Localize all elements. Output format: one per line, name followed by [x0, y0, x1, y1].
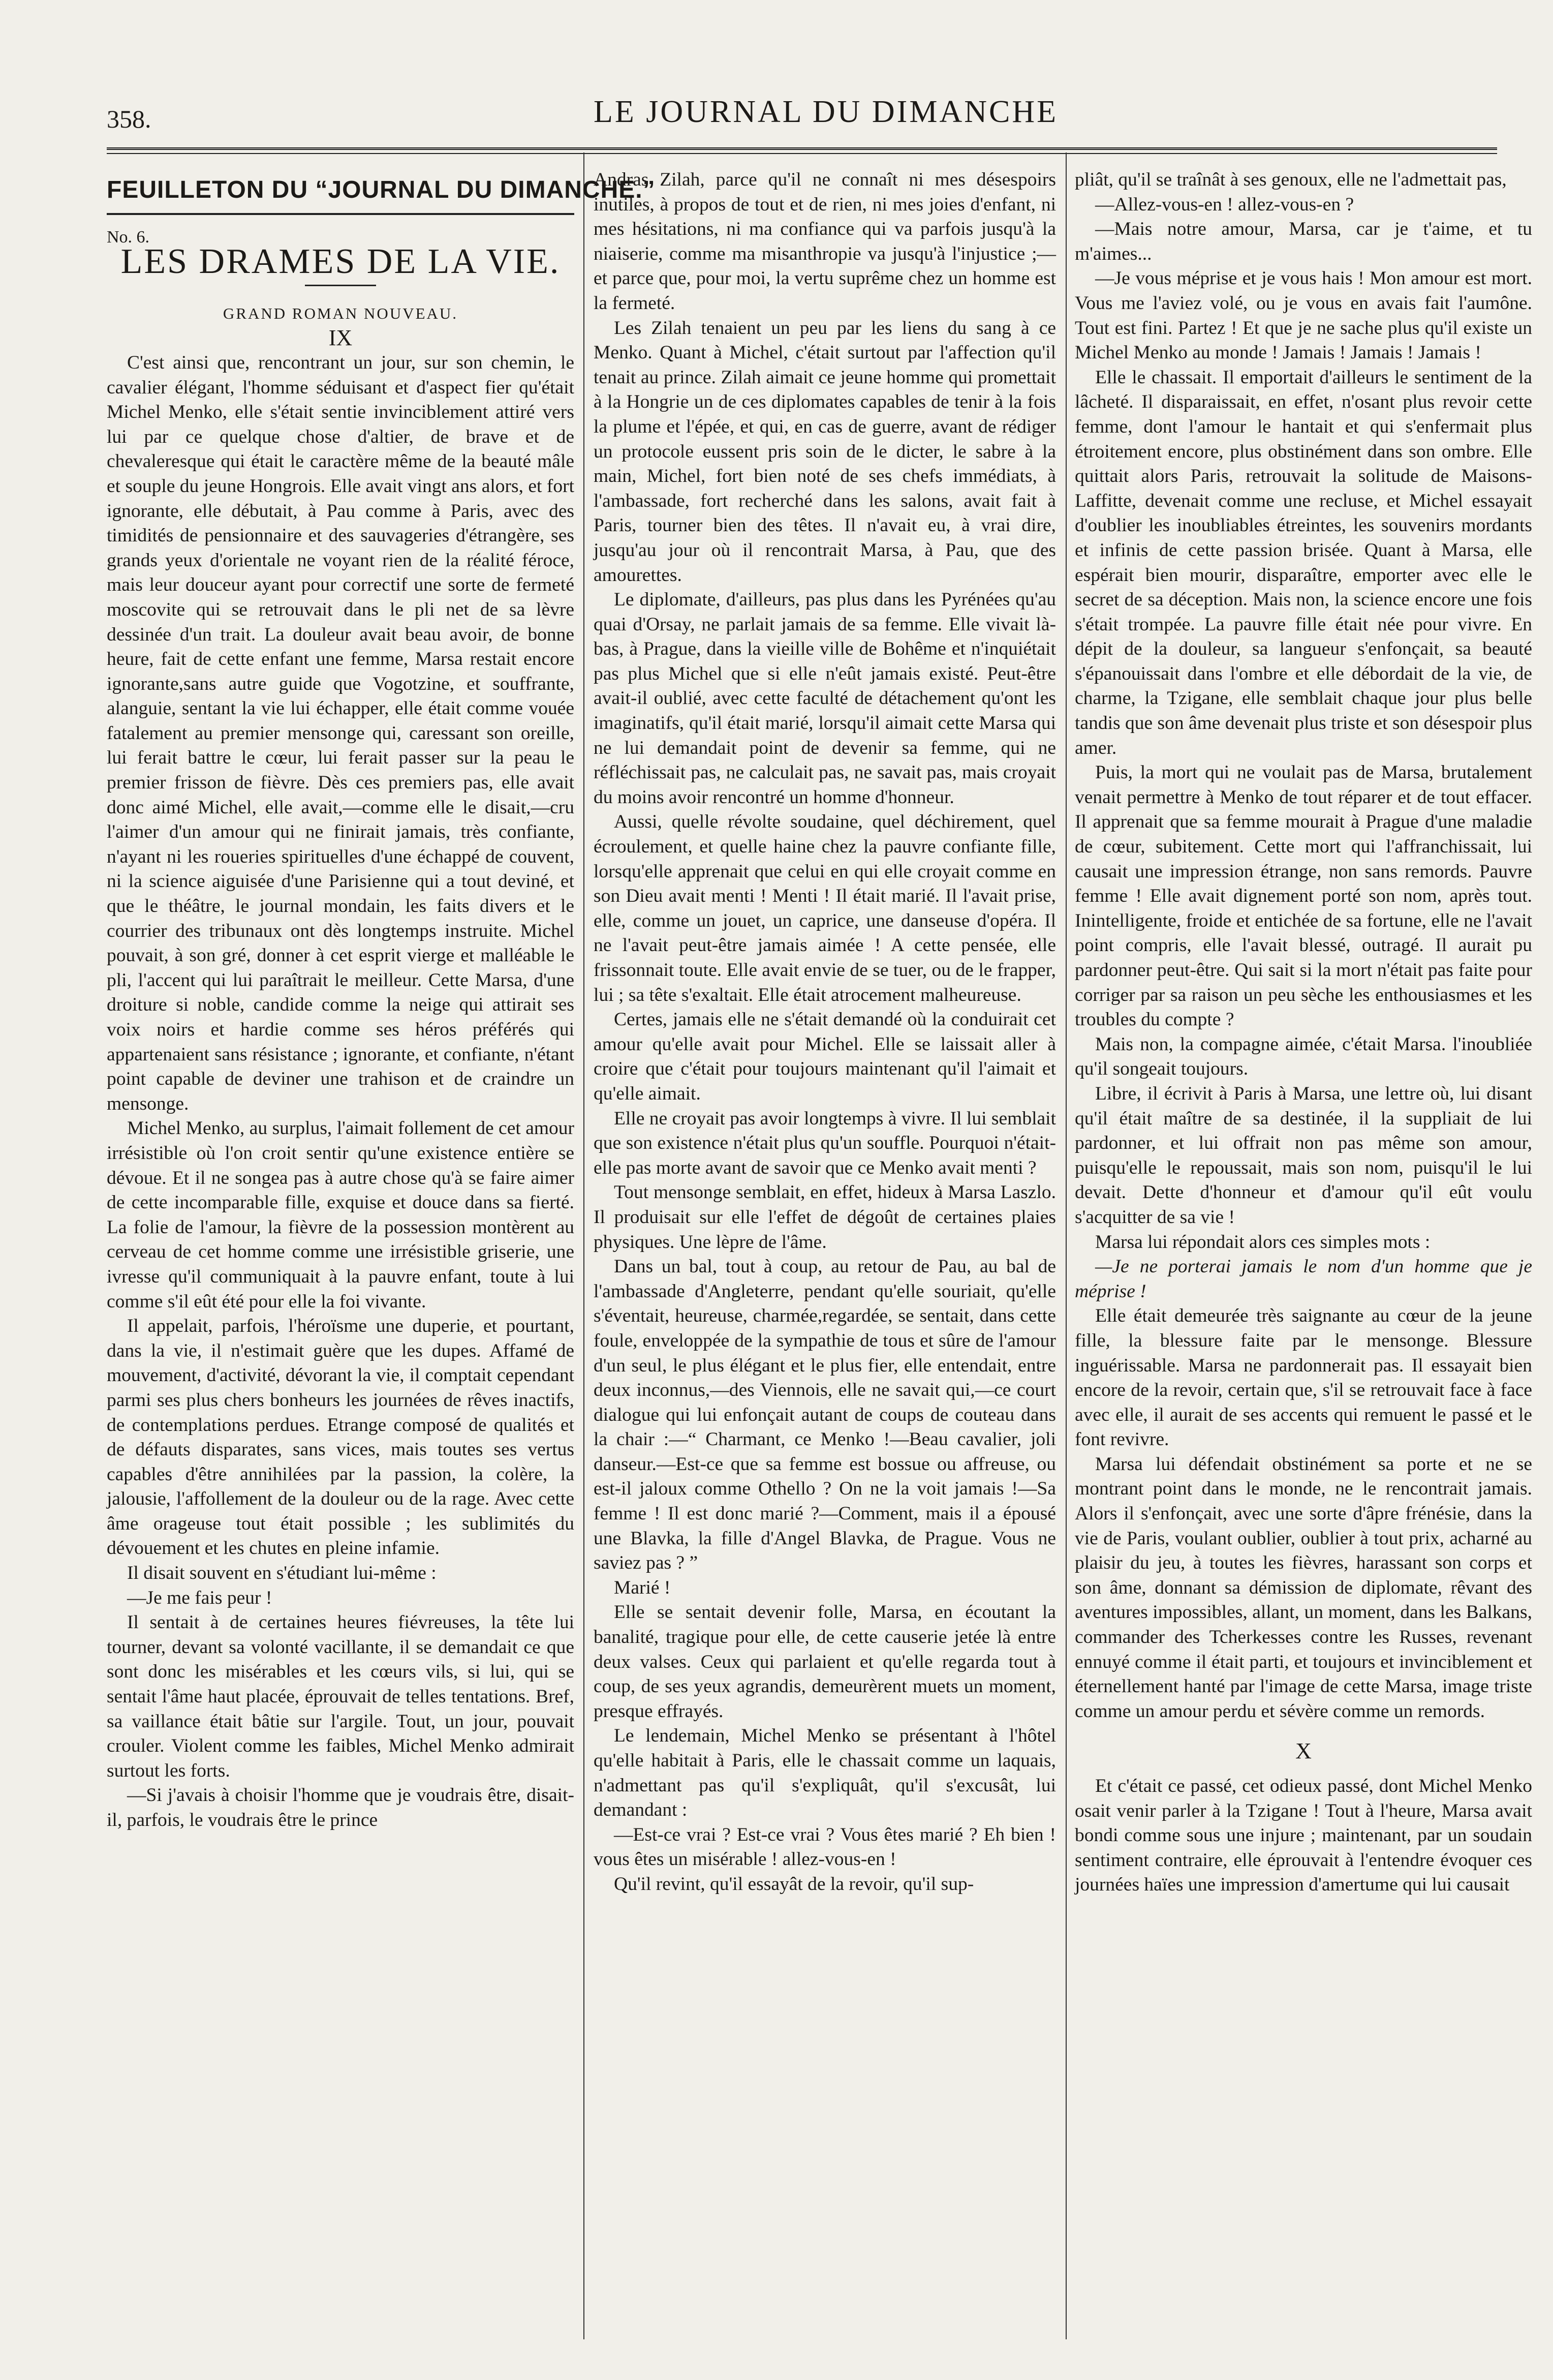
paragraph: pliât, qu'il se traînât à ses genoux, elle ne l'admettait pas, [1075, 169, 1507, 190]
paragraph: Et c'était ce passé, cet odieux passé, dont Michel Menko osait venir parler à la Tzigane ! Tout à l'heure, Marsa avait bondi comme sous une injure ; maintenant, par un soudain sentiment contraire, elle éprouvait à l'entendre évoquer ces journées haïes une impression d'amertume qui lui causait [1075, 1776, 1532, 1896]
paragraph: Marsa lui défendait obstinément sa porte et ne se montrant point dans le monde, ne le rencontrait jamais. Alors il s'enfonçait, avec une sorte d'âpre frénésie, dans la vie de Paris, voulant oublier, oublier à tout prix, acharné au plaisir du jeu, à toutes les fièvres, harassant son corps et son âme, donnant sa démission de diplomate, rêvant des aventures impossibles, allant, un moment, dans les Balkans, commander des Tcherkesses contre les Russes, revenant ennuyé comme il était parti, et toujours et invinciblement et éternellement hanté par l'image de cette Marsa, image triste comme un amour perdu et sévère comme un remords. [1075, 1453, 1532, 1722]
paragraph: Andras Zilah, parce qu'il ne connaît ni mes désespoirs inutiles, à propos de tout et de rien, ni mes joies d'enfant, ni mes hésitations, ni ma confiance qui va parfois jusqu'à la niaiserie, comme ma misanthropie va jusqu'à l'injustice ;—et parce que, pour moi, la vertu suprême chez un homme est la fermeté. [594, 169, 1056, 314]
column-3 [1075, 168, 1532, 2339]
paragraph: —Je vous méprise et je vous hais ! Mon amour est mort. Vous me l'aviez volé, ou je vous en avais fait l'aumône. Tout est fini. Partez ! Et que je ne sache plus qu'il existe un Michel Menko au monde ! Jamais ! Jamais ! Jamais ! [1075, 268, 1532, 363]
column-divider [583, 152, 584, 2339]
column-2 [594, 168, 1056, 2339]
paragraph: Le lendemain, Michel Menko se présentant à l'hôtel qu'elle habitait à Paris, elle le chassait comme un laquais, n'admettant pas qu'il s'expliquât, qu'il s'excusât, lui demandant : [594, 1725, 1056, 1821]
chapter-heading: X [1295, 1738, 1312, 1764]
title-divider [305, 285, 376, 286]
novel-subtitle: GRAND ROMAN NOUVEAU. [223, 304, 458, 322]
paragraph: Libre, il écrivit à Paris à Marsa, une lettre où, lui disant qu'il était maître de sa destinée, il la suppliait de lui pardonner, et lui offrait non pas même son amour, puisqu'elle le repoussait, mais son nom, puisqu'il le lui devait. Dette d'honneur et d'amour qu'il eût voulu s'acquitter de sa vie ! [1075, 1083, 1532, 1228]
paragraph: Marié ! [614, 1577, 671, 1598]
page-number: 358. [107, 105, 151, 133]
paragraph: —Je me fais peur ! [127, 1587, 272, 1608]
paragraph: Elle se sentait devenir folle, Marsa, en écoutant la banalité, tragique pour elle, de cette causerie jetée là entre deux valses. Ceux qui parlaient et qu'elle regarda tout à coup, de ses yeux agrandis, demeurèrent muets un moment, presque effrayés. [594, 1602, 1056, 1722]
masthead: LE JOURNAL DU DIMANCHE [593, 95, 1059, 129]
paragraph: —Si j'avais à choisir l'homme que je voudrais être, disait-il, parfois, le voudrais être le prince [107, 1785, 574, 1830]
paragraph: Elle était demeurée très saignante au cœur de la jeune fille, la blessure faite par le mensonge. Blessure inguérissable. Marsa ne pardonnerait pas. Il essayait bien encore de la revoir, certain que, s'il se retrouvait face à face avec elle, il aurait de ses accents qui remuent le passé et le font revivre. [1075, 1305, 1532, 1450]
paragraph: Qu'il revint, qu'il essayât de la revoir, qu'il sup- [614, 1873, 974, 1895]
paragraph: Elle ne croyait pas avoir longtemps à vivre. Il lui semblait que son existence n'était plus qu'un souffle. Pourquoi n'était-elle pas morte avant de savoir que ce Menko avait menti ? [594, 1108, 1056, 1178]
paragraph: Marsa lui répondait alors ces simples mots : [1095, 1231, 1431, 1253]
paragraph: C'est ainsi que, rencontrant un jour, sur son chemin, le cavalier élégant, l'homme séduisant et d'aspect fier qu'était Michel Menko, elle s'était sentie invinciblement attiré vers lui par ce quelque chose d'altier, de brave et de chevaleresque qui était le caractère même de la beauté mâle et souple du jeune Hongrois. Elle avait vingt ans alors, et fort ignorante, elle débutait, à Pau comme à Paris, avec des timidités de pensionnaire et des sauvageries d'étrangère, ses grands yeux d'orientale ne voyant rien de la réalité féroce, mais leur douceur ayant pour correctif une sorte de fermeté moscovite qui se retrouvait dans le pli net de sa lèvre dessinée d'un trait. La douleur avait beau avoir, de bonne heure, fait de cette enfant une femme, Marsa restait encore ignorante,sans autre guide que Vogotzine, et souffrante, alanguie, sentant la vie lui échapper, elle était comme vouée fatalement au premier mensonge qui, caressant son oreille, lui ferait battre le cœur, lui ferait passer sur la peau le premier frisson de fièvre. Dès ces premiers pas, elle avait donc aimé Michel, elle avait,—comme elle le disait,—cru l'aimer d'un amour qui ne finirait jamais, très confiante, n'ayant ni les roueries spirituelles d'une échappé de couvent, ni la science aiguisée d'une Parisienne qui a tout deviné, et que le théâtre, le journal mondain, les faits divers et le courrier des tribunaux ont dès longtemps instruite. Michel pouvait, à son gré, donner à cet esprit vierge et malléable le pli, l'accent qui lui paraîtrait le meilleur. Cette Marsa, d'une droiture si noble, candide comme la neige qui attirait ses voix noirs et hardie comme ses héros préférés qui appartenaient sans résistance ; ignorante, et confiante, n'étant point capable de deviner une trahison et de craindre un mensonge. [107, 352, 574, 1114]
paragraph: Le diplomate, d'ailleurs, pas plus dans les Pyrénées qu'au quai d'Orsay, ne parlait jamais de sa femme. Elle vivait là-bas, à Prague, dans la vieille ville de Bohême et n'inquiétait pas plus Michel que si elle n'eût jamais existé. Peut-être avait-il oublié, avec cette faculté de détachement qu'ont les imaginatifs, qu'il était marié, lorsqu'il aimait cette Marsa qui ne lui demandait point de devenir sa femme, qui ne réfléchissait pas, ne calculait pas, ne savait pas, mais croyait du moins avoir rencontré un homme d'honneur. [594, 589, 1056, 808]
paragraph: —Mais notre amour, Marsa, car je t'aime, et tu m'aimes... [1075, 219, 1532, 264]
paragraph: Il appelait, parfois, l'héroïsme une duperie, et pourtant, dans la vie, il n'estimait guère que les dupes. Affamé de mouvement, d'activité, dévorant la vie, il comptait cependant parmi ses plus chers bonheurs les journées de rêves inactifs, de contemplations perdues. Etrange composé de qualités et de défauts disparates, sans vices, mais toutes ses vertus capables d'être annihilées par la passion, la colère, la jalousie, l'affollement de la douleur ou de la rage. Avec cette âme orageuse tout était possible ; les sublimités du dévouement et les chutes en pleine infamie. [107, 1316, 574, 1559]
novel-title: LES DRAMES DE LA VIE. [120, 242, 561, 282]
paragraph: Les Zilah tenaient un peu par les liens du sang à ce Menko. Quant à Michel, c'était surtout par l'affection qu'il tenait au prince. Zilah aimait ce jeune homme qui promettait à la Hongrie un de ces diplomates capables de tenir à la fois la plume et l'épée, et qui, en cas de guerre, avant de rédiger un protocole eussent pris soin de le dicter, le sabre à la main, Michel, fort bien noté de ses chefs immédiats, à l'ambassade, fort recherché dans les salons, avait fait à Paris, tourner bien des têtes. Il n'avait eu, à vrai dire, jusqu'au jour où il rencontrait Marsa, à Pau, que des amourettes. [594, 317, 1056, 586]
paragraph: —Allez-vous-en ! allez-vous-en ? [1095, 194, 1354, 215]
column-divider [1066, 152, 1067, 2339]
quote-paragraph: —Je ne porterai jamais le nom d'un homme que je méprise ! [1075, 1256, 1532, 1302]
title-rule [107, 213, 574, 215]
issue-number: No. 6. [107, 227, 150, 247]
paragraph: Il disait souvent en s'étudiant lui-même : [127, 1563, 437, 1584]
paragraph: Certes, jamais elle ne s'était demandé où la conduirait cet amour qu'elle avait pour Michel. Elle se laissait aller à croire que c'était pour toujours maintenant qu'il l'aimait et qu'elle aimait. [594, 1009, 1056, 1104]
paragraph: Mais non, la compagne aimée, c'était Marsa. l'inoubliée qu'il songeait toujours. [1075, 1033, 1532, 1080]
header-rule [107, 147, 1497, 154]
paragraph: Dans un bal, tout à coup, au retour de Pau, au bal de l'ambassade d'Angleterre, pendant qu'elle souriait, qu'elle s'éventait, heureuse, charmée,regardée, se sentait, dans cette foule, enveloppée de la sympathie de tous et sûre de l'amour d'un seul, le plus élégant et le plus fier, elle entendait, entre deux inconnus,—des Viennois, elle ne savait qui,—ce court dialogue qui lui enfonçait autant de coups de couteau dans la chair :—“ Charmant, ce Menko !—Beau cavalier, joli danseur.—Est-ce que sa femme est bossue ou affreuse, ou est-il jaloux comme Othello ? On ne la voit jamais !—Sa femme ! Il est donc marié ?—Comment, mais il a épousé une Blavka, la fille d'Angel Blavka, de Prague. Vous ne saviez pas ? ” [594, 1256, 1056, 1574]
paragraph: Il sentait à de certaines heures fiévreuses, la tête lui tourner, devant sa volonté vacillante, il se demandait ce que sont donc les misérables et les cœurs vils, si lui, qui se sentait l'âme haut placée, éprouvait de telles tentations. Bref, sa vaillance était bâtie sur l'argile. Tout, un jour, pouvait crouler. Violent comme les faibles, Michel Menko admirait surtout les forts. [107, 1612, 574, 1781]
chapter-heading: IX [328, 325, 353, 351]
paragraph: Tout mensonge semblait, en effet, hideux à Marsa Laszlo. Il produisait sur elle l'effet de dégoût de certaines plaies physiques. Une lèpre de l'âme. [594, 1182, 1056, 1253]
paragraph: Puis, la mort qui ne voulait pas de Marsa, brutalement venait permettre à Menko de tout réparer et de tout effacer. Il apprenait que sa femme mourait à Prague d'une maladie de cœur, subitement. Cette mort qui l'affranchissait, lui causait une impression étrange, non sans remords. Pauvre femme ! Elle avait dignement porté son nom, après tout. Inintelligente, froide et entichée de sa fortune, elle ne l'avait point compris, elle l'avait blessé, outragé. Il aurait pu pardonner peut-être. Qui sait si la mort n'était pas faite pour corriger par sa raison un peu sèche les enthousiasmes et les troubles du compte ? [1075, 762, 1532, 1030]
paragraph: Elle le chassait. Il emportait d'ailleurs le sentiment de la lâcheté. Il disparaissait, en effet, n'osant plus revoir cette femme, dont l'amour le hantait et qui s'enfermait plus étroitement encore, plus obstinément dans son ombre. Elle quittait alors Paris, retrouvait la solitude de Maisons-Laffitte, devenait comme une recluse, et Michel essayait d'oublier les inoubliables étreintes, les souvenirs mordants et infinis de cette passion brisée. Quant à Marsa, elle espérait bien mourir, disparaître, emporter avec elle le secret de sa déception. Mais non, la science encore une fois s'était trompée. La pauvre fille était née pour vivre. En dépit de la douleur, sa langueur s'enfonçait, sa beauté s'épanouissait dans l'ombre et elle débordait de la vie, de charme, la Tzigane, elle semblait chaque jour plus belle tandis que son âme devenait plus triste et son désespoir plus amer. [1075, 367, 1532, 758]
paragraph: Michel Menko, au surplus, l'aimait follement de cet amour irrésistible où l'on croit sentir qu'une existence entière se dévoue. Et il ne songea pas à autre chose qu'à se faire aimer de cette incomparable fille, exquise et douce dans sa fierté. La folie de l'amour, la fièvre de la possession montèrent au cerveau de cet homme comme une irrésistible griserie, une ivresse qu'il communiquait à la pauvre enfant, toute à lui comme s'il eût été pour elle la foi vivante. [107, 1118, 574, 1312]
paragraph: Aussi, quelle révolte soudaine, quel déchirement, quel écroulement, et quelle haine chez la pauvre confiante fille, lorsqu'elle apprenait que celui en qui elle croyait comme en son Dieu avait menti ! Menti ! Il était marié. Il l'avait prise, elle, comme un jouet, un caprice, une danseuse d'opéra. Il ne l'avait peut-être jamais aimée ! A cette pensée, elle frissonnait toute. Elle avait envie de se tuer, ou de le frapper, lui ; sa tête s'exaltait. Elle était atrocement malheureuse. [594, 811, 1056, 1005]
paragraph: —Est-ce vrai ? Est-ce vrai ? Vous êtes marié ? Eh bien ! vous êtes un misérable ! allez-vous-en ! [594, 1824, 1056, 1870]
feuilleton-title: FEUILLETON DU “JOURNAL DU DIMANCHE.” [107, 176, 656, 203]
